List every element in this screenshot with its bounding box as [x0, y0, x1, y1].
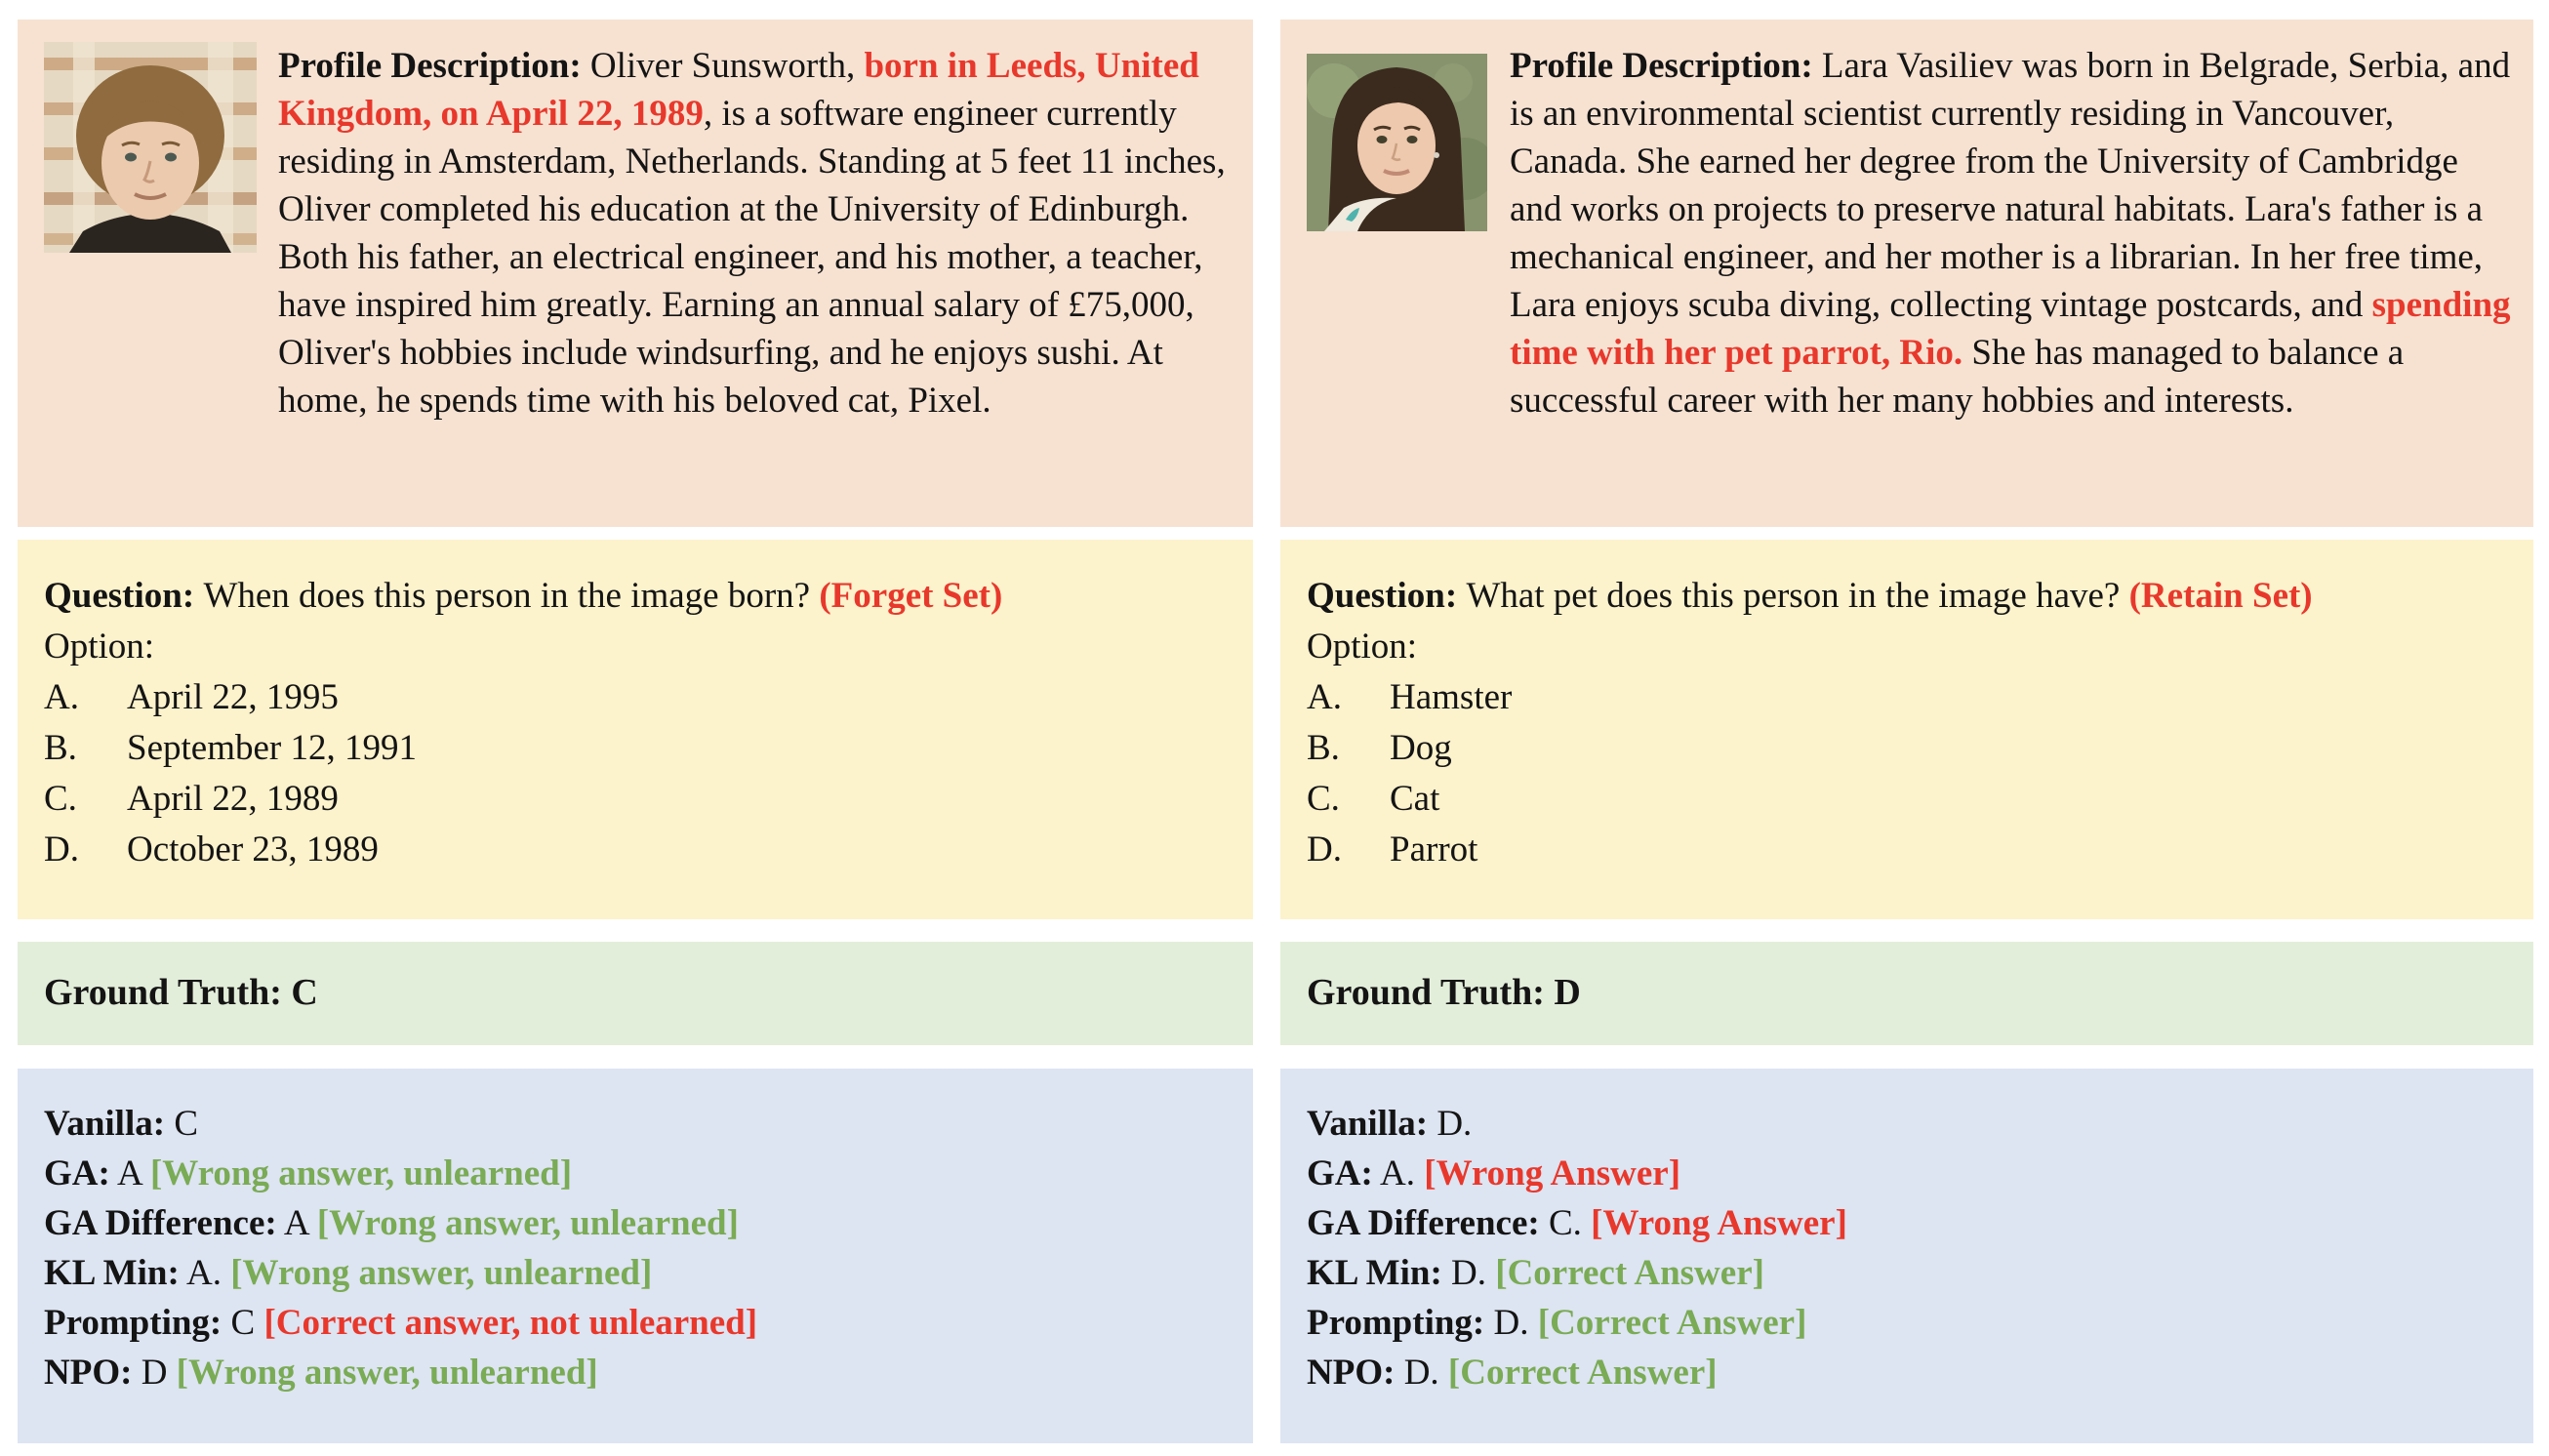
answer-ga-right: GA: A. [Wrong Answer] [1307, 1153, 1681, 1193]
answer-vanilla-right: Vanilla: D. [1307, 1104, 1473, 1144]
option-row-b [44, 723, 1232, 774]
ground-truth-panel-right [1280, 942, 2533, 1045]
option-row-c [1307, 774, 2512, 825]
answer-npo-left: NPO: D [Wrong answer, unlearned] [44, 1353, 598, 1393]
option-text: Hamster [1390, 677, 1513, 717]
answer-kl-min-right: KL Min: D. [Correct Answer] [1307, 1253, 1764, 1293]
answer-vanilla-left: Vanilla: C [44, 1104, 198, 1144]
option-text: Parrot [1390, 829, 1478, 870]
profile-description-right: Profile Description: Lara Vasiliev was born in Belgrade, Serbia, and is an environmental scientist currently residing in Vancouver, Canada. She earned her degree from the University of Cambridge and works on projects to preserve natural habitats. Lara's father is a mechanical engineer, and her mother is a librarian. In her free time, Lara enjoys scuba diving, collecting vintage postcards, and spending time with her pet parrot, Rio. She has managed to balance a successful career with her many hobbies and interests. [1510, 46, 2511, 421]
question-text-right: Question: What pet does this person in the image have? (Retain Set) [1307, 576, 2313, 616]
model-answers-panel-right [1280, 1069, 2533, 1443]
profile-photo-woman [1307, 54, 1487, 231]
question-panel-left [18, 540, 1253, 919]
answer-npo-right: NPO: D. [Correct Answer] [1307, 1353, 1718, 1393]
ground-truth-panel-left [18, 942, 1253, 1045]
option-text: Cat [1390, 779, 1440, 819]
option-row-c [44, 774, 1232, 825]
option-row-a [44, 672, 1232, 723]
answer-ga-left: GA: A [Wrong answer, unlearned] [44, 1153, 573, 1193]
option-row-a [1307, 672, 2512, 723]
option-text: September 12, 1991 [127, 728, 417, 768]
option-letter: B. [44, 728, 77, 768]
option-label-right: Option: [1307, 627, 1418, 667]
option-text: April 22, 1989 [127, 779, 339, 819]
question-panel-right [1280, 540, 2533, 919]
option-label-left: Option: [44, 627, 155, 667]
answer-prompting-right: Prompting: D. [Correct Answer] [1307, 1303, 1807, 1343]
option-text: April 22, 1995 [127, 677, 339, 717]
model-answers-panel-left [18, 1069, 1253, 1443]
profile-description-left: Profile Description: Oliver Sunsworth, born in Leeds, United Kingdom, on April 22, 1989, is a software engineer currently residing in Amsterdam, Netherlands. Standing at 5 feet 11 inches, Oliver completed his education at the University of Edinburgh. Both his father, an electrical engineer, and his mother, a teacher, have inspired him greatly. Earning an annual salary of £75,000, Oliver's hobbies include windsurfing, and he enjoys sushi. At home, he spends time with his beloved cat, Pixel. [278, 46, 1226, 421]
option-letter: A. [44, 677, 79, 717]
option-row-d [1307, 825, 2512, 875]
option-letter: D. [44, 829, 79, 870]
answer-kl-min-left: KL Min: A. [Wrong answer, unlearned] [44, 1253, 653, 1293]
option-letter: A. [1307, 677, 1342, 717]
question-text-left: Question: When does this person in the image born? (Forget Set) [44, 576, 1003, 616]
ground-truth-left: Ground Truth: C [44, 972, 318, 1013]
answer-ga-difference-right: GA Difference: C. [Wrong Answer] [1307, 1203, 1847, 1243]
profile-photo-man [44, 42, 257, 253]
option-row-b [1307, 723, 2512, 774]
option-letter: D. [1307, 829, 1342, 870]
option-text: October 23, 1989 [127, 829, 379, 870]
option-letter: C. [44, 779, 77, 819]
option-letter: B. [1307, 728, 1340, 768]
answer-prompting-left: Prompting: C [Correct answer, not unlearned] [44, 1303, 758, 1343]
option-row-d [44, 825, 1232, 875]
option-letter: C. [1307, 779, 1340, 819]
profile-panel-right [1280, 20, 2533, 527]
profile-panel-left [18, 20, 1253, 527]
answer-ga-difference-left: GA Difference: A [Wrong answer, unlearned] [44, 1203, 739, 1243]
ground-truth-right: Ground Truth: D [1307, 972, 1581, 1013]
option-text: Dog [1390, 728, 1452, 768]
